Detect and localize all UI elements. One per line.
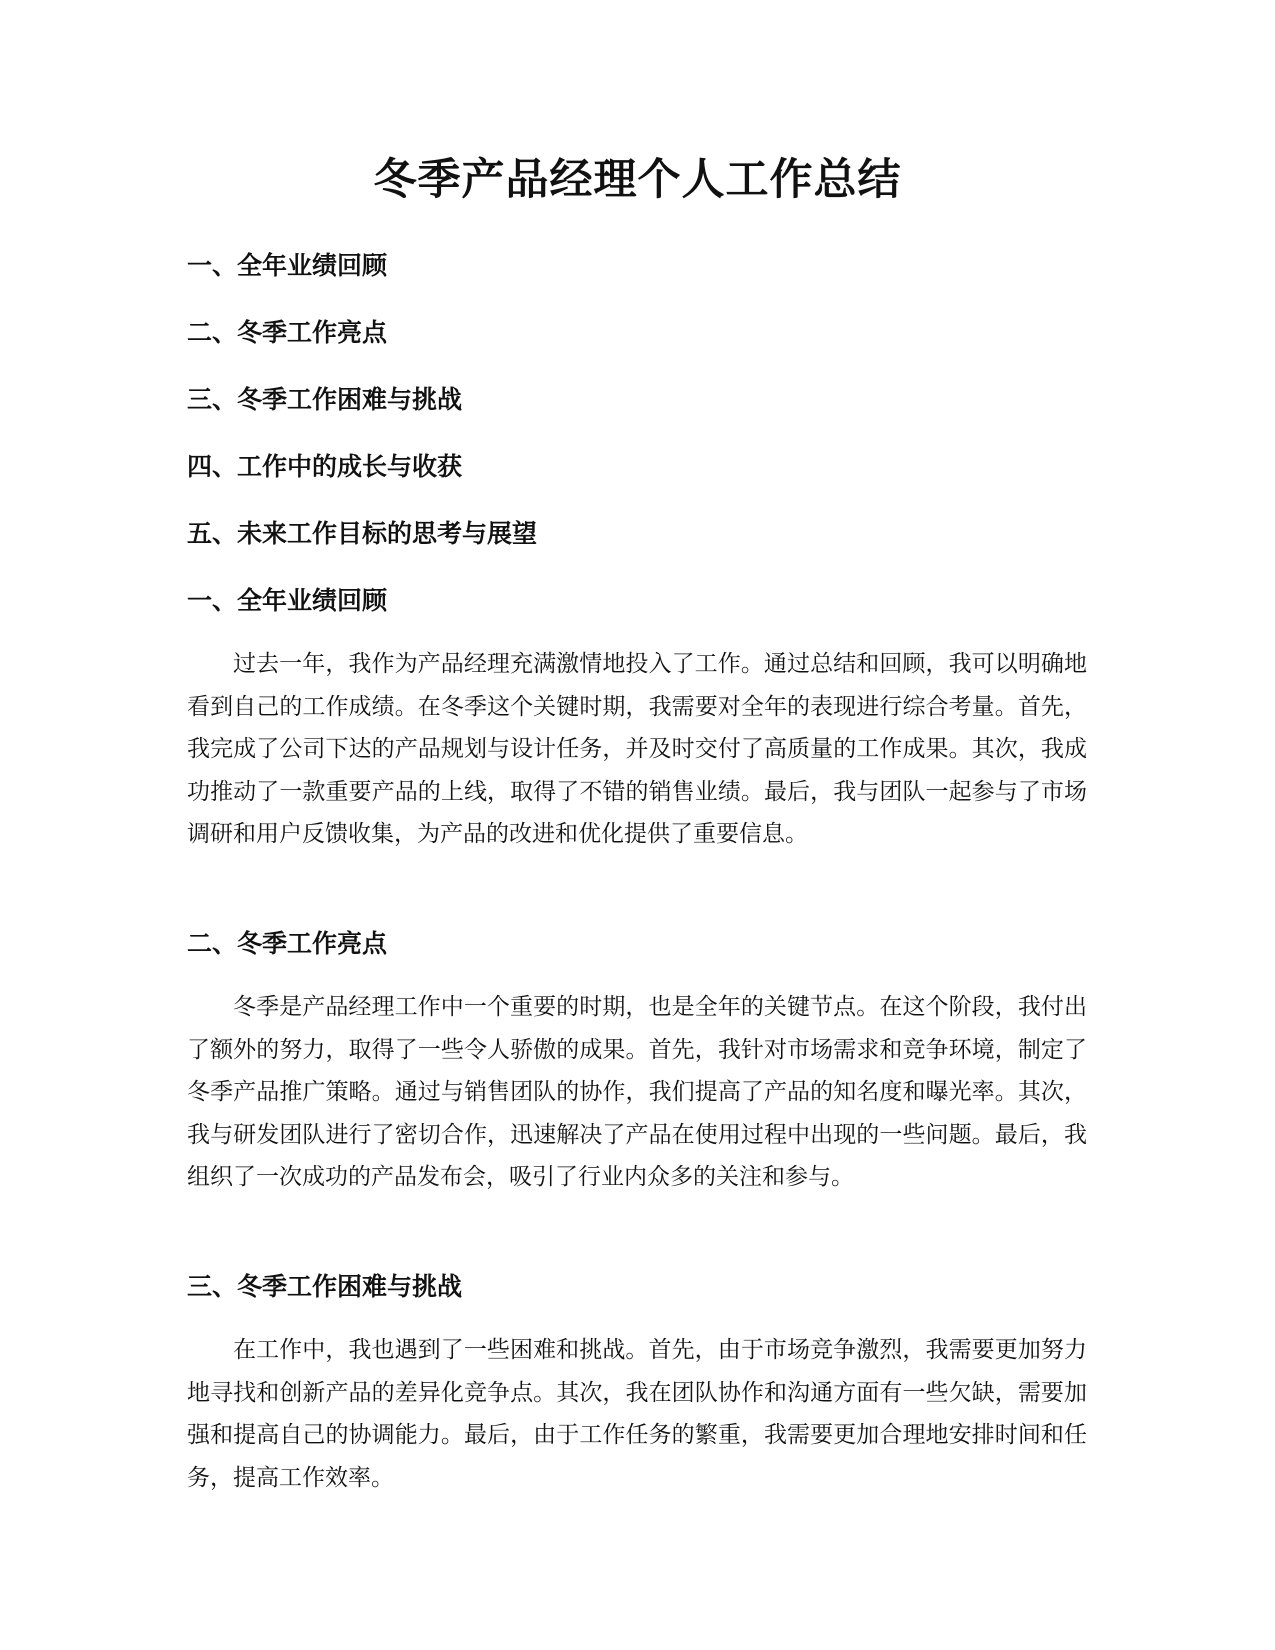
- section-paragraph: 冬季是产品经理工作中一个重要的时期，也是全年的关键节点。在这个阶段，我付出了额外的努力，取得了一些令人骄傲的成果。首先，我针对市场需求和竞争环境，制定了冬季产品推广策略。通过与销售团队的协作，我们提高了产品的知名度和曝光率。其次，我与研发团队进行了密切合作，迅速解决了产品在使用过程中出现的一些问题。最后，我组织了一次成功的产品发布会，吸引了行业内众多的关注和参与。: [187, 994, 1087, 1191]
- section-heading: 二、冬季工作亮点: [187, 929, 388, 958]
- section-heading: 一、全年业绩回顾: [187, 586, 388, 615]
- section-paragraph: 在工作中，我也遇到了一些困难和挑战。首先，由于市场竞争激烈，我需要更加努力地寻找和创新产品的差异化竞争点。其次，我在团队协作和沟通方面有一些欠缺，需要加强和提高自己的协调能力。最后，由于工作任务的繁重，我需要更加合理地安排时间和任务，提高工作效率。: [187, 1337, 1087, 1491]
- section-difficulties-challenges: [187, 1267, 1087, 1499]
- document-title: 冬季产品经理个人工作总结: [373, 155, 902, 205]
- section-heading: 三、冬季工作困难与挑战: [187, 1272, 463, 1301]
- section-performance-review: [187, 581, 1087, 856]
- toc-item: 五、未来工作目标的思考与展望: [187, 519, 538, 548]
- toc-item: 三、冬季工作困难与挑战: [187, 385, 463, 414]
- table-of-contents: [187, 246, 1087, 581]
- section-winter-highlights: [187, 924, 1087, 1199]
- toc-item: 二、冬季工作亮点: [187, 318, 388, 347]
- section-paragraph: 过去一年，我作为产品经理充满激情地投入了工作。通过总结和回顾，我可以明确地看到自己的工作成绩。在冬季这个关键时期，我需要对全年的表现进行综合考量。首先，我完成了公司下达的产品规划与设计任务，并及时交付了高质量的工作成果。其次，我成功推动了一款重要产品的上线，取得了不错的销售业绩。最后，我与团队一起参与了市场调研和用户反馈收集，为产品的改进和优化提供了重要信息。: [187, 651, 1087, 848]
- toc-item: 一、全年业绩回顾: [187, 251, 388, 280]
- toc-item: 四、工作中的成长与收获: [187, 452, 463, 481]
